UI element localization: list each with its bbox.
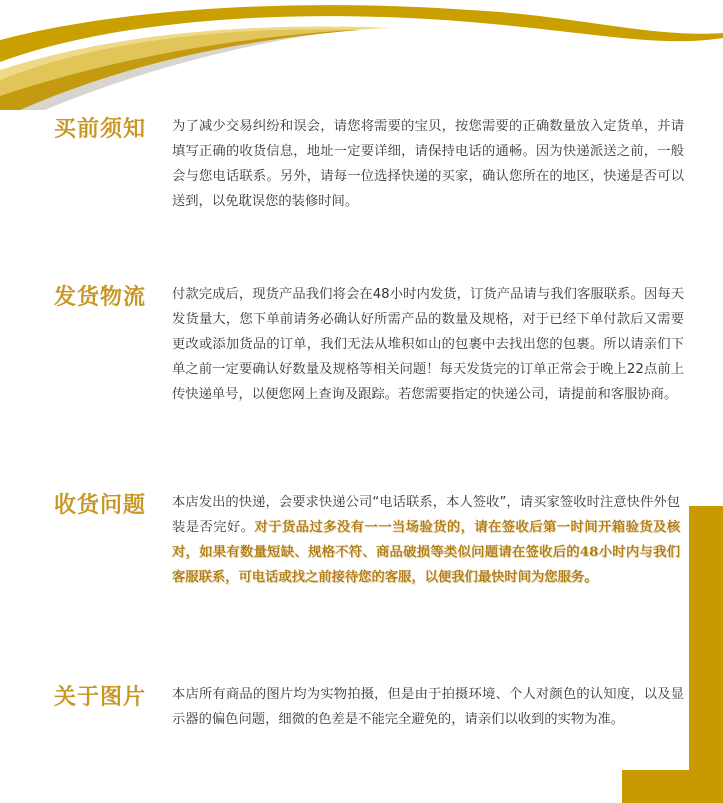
gold-swoosh-decoration: [0, 0, 723, 110]
section-body: 为了减少交易纠纷和误会，请您将需要的宝贝，按您需要的正确数量放入定货单，并请填写正确的收货信息，地址一定要详细，请保持电话的通畅。因为快递派送之前，一般会与您电话联系。另外，请每一位选择快递的买家，确认您所在的地区，快递是否可以送到，以免耽误您的装修时间。: [172, 119, 684, 209]
section-heading: 收货问题: [54, 493, 147, 518]
section-body: 付款完成后，现货产品我们将会在48小时内发货，订货产品请与我们客服联系。因每天发货量大，您下单前请务必确认好所需产品的数量及规格，对于已经下单付款后又需要更改或添加货品的订单，我们无法从堆积如山的包裹中去找出您的包裹。所以请亲们下单之前一定要确认好数量及规格等相关问题！每天发货完的订单正常会于晚上22点前上传快递单号，以便您网上查询及跟踪。若您需要指定的快递公司，请提前和客服协商。: [172, 287, 684, 402]
gold-bottom-bar: [622, 770, 723, 803]
section-emphasis: 对于货品过多没有一一当场验货的，请在签收后第一时间开箱验货及核对，如果有数量短缺、规格不符、商品破损等类似问题请在签收后的48小时内与我们客服联系，可电话或找之前接待您的客服，以便我们最快时间为您服务。: [172, 520, 681, 585]
section-body: 本店发出的快递，会要求快递公司“电话联系，本人签收”，请买家签收时注意快件外包装是否完好。: [172, 495, 680, 535]
section-heading: 关于图片: [54, 685, 147, 710]
section-heading: 发货物流: [54, 285, 147, 310]
section-body-wrapper: [172, 490, 680, 590]
gold-side-bar: [689, 506, 723, 803]
section-heading: 买前须知: [54, 117, 147, 142]
section-body: 本店所有商品的图片均为实物拍摄，但是由于拍摄环境、个人对颜色的认知度，以及显示器的偏色问题，细微的色差是不能完全避免的，请亲们以收到的实物为准。: [172, 687, 684, 727]
